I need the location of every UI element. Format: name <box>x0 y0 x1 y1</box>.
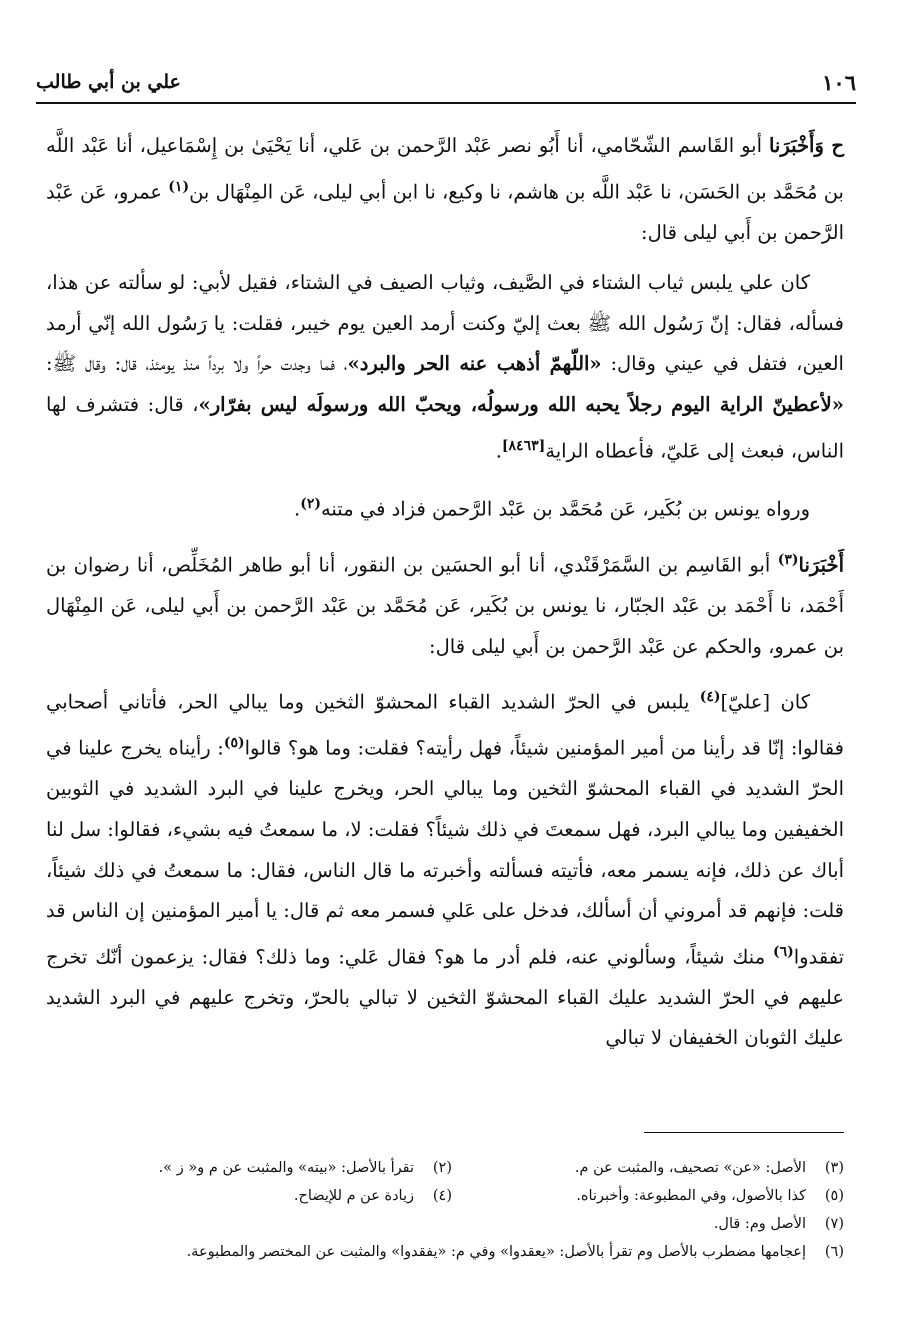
footnote-item <box>452 1182 844 1210</box>
paragraph-text: أبو القَاسِم بن السَّمَرْقَنْدي، أنا أبو الحسَين بن النقور، أنا أبو طاهر المُخَلِّص، أنا رضوان بن أَحْمَد، نا أَحْمَد بن عَبْد الجبّار، نا يونس بن بُكَير، عَن مُحَمَّد بن عَبْد الرَّحمن بن أَبي ليلى، عَن المِنْهَال بن عمرو، والحكم عن عَبْد الرَّحمن بن أَبي ليلى قال: <box>46 553 844 658</box>
footnote-item <box>60 1182 452 1210</box>
footnote-number: (٦) <box>824 1244 844 1260</box>
footnote-text: الأصل: «عن» تصحيف، والمثبت عن م. <box>574 1160 806 1176</box>
paragraph-text: منك شيئاً، وسألوني عنه، فلم أدر ما هو؟ فقال عَلي: وما ذلك؟ فقال: يزعمون أنّك تخرج عليهم في الحرّ الشديد عليك القباء المحشوّ الثخين لا تبالي بالحرّ، وتخرج عليهم في البرد الشديد عليك الثوبان الخفيفان لا تبالي <box>46 945 844 1050</box>
footnote-marker: (٣) <box>777 551 799 568</box>
paragraph-text: ، فما وجدت حراً ولا برداً منذ يومئذ، قال: وقال ﷺ: <box>46 352 348 376</box>
footnote-text: زيادة عن م للإيضاح. <box>293 1188 414 1204</box>
main-text <box>46 126 844 1059</box>
paragraph-text: . <box>495 439 502 463</box>
footnote-number: (٧) <box>824 1216 844 1232</box>
paragraph-text: أبو القَاسم الشّحّامي، أنا أَبُو نصر عَبْد الرَّحمن بن عَلي، أنا يَحْيَىٰ بن إِسْمَاعيل، أنا عَبْد اللَّه بن مُحَمَّد بن الحَسَن، نا عَبْد اللَّه بن هاشم، نا وكيع، نا ابن أبي ليلى، عَن المِنْهَال بن <box>46 134 844 204</box>
paragraph-isnad-1 <box>46 126 844 253</box>
paragraph-text: . <box>293 497 301 521</box>
paragraph-hadith-1 <box>46 263 844 471</box>
paragraph-text: يلبس في الحرّ الشديد القباء المحشوّ الثخين وما يبالي الحر، فأتاني أصحابي فقالوا: إنّا قد رأينا من أمير المؤمنين شيئاً، فهل رأيته؟ فقلت: وما هو؟ قالوا <box>46 690 844 760</box>
footnote-text: الأصل وم: قال. <box>713 1216 806 1232</box>
hadith-reference-number: [٨٤٦٣] <box>501 437 546 454</box>
footnote-marker: (٥) <box>223 735 245 752</box>
paragraph-isnad-2 <box>46 540 844 667</box>
running-title: علي بن أبي طالب <box>36 71 181 93</box>
paragraph-text: عمرو، عَن عَبْد الرَّحمن بن أَبي ليلى قال: <box>46 180 844 244</box>
paragraph-hadith-2 <box>46 677 844 1059</box>
paragraph-text: ورواه يونس بن بُكَير، عَن مُحَمَّد بن عَبْد الرَّحمن فزاد في متنه <box>320 497 810 521</box>
footnote-text: إعجامها مضطرب بالأصل وم تقرأ بالأصل: «يعقدوا» وفي م: «يفقدوا» والمثبت عن المختصر والمطبوعة. <box>186 1244 806 1260</box>
footnote-marker: (٢) <box>300 495 321 512</box>
footnote-marker: (١) <box>168 178 190 195</box>
footnote-item <box>60 1210 844 1238</box>
paragraph-text: كان علي يلبس ثياب الشتاء في الصَّيف، وثياب الصيف في الشتاء، فقيل لأبي: لو سألته عن هذا، فسأله، فقال: إنّ رَسُول الله ﷺ بعث إليّ وكنت أرمد العين يوم خيبر، فقلت: يا رَسُول الله إنّي أرمد العين، فتفل في عيني وقال: <box>46 271 844 376</box>
footnote-item <box>60 1154 452 1182</box>
footnote-item <box>452 1154 844 1182</box>
page-header <box>36 62 856 104</box>
hadith-quote: «لأعطينّ الراية اليوم رجلاً يحبه الله ورسولُه، ويحبّ الله ورسولَه ليس بفرّار» <box>198 393 844 417</box>
paragraph-text: ، قال: فتشرف لها الناس، فبعث إلى عَليّ، فأعطاه الراية <box>46 393 844 463</box>
footnote-number: (٥) <box>824 1188 844 1204</box>
footnotes <box>60 1154 844 1266</box>
paragraph-riwaya-note <box>46 484 844 530</box>
footnote-marker: (٤) <box>699 689 721 706</box>
footnote-separator <box>644 1132 844 1133</box>
footnote-row <box>60 1182 844 1210</box>
footnote-number: (٢) <box>432 1160 452 1176</box>
footnote-item <box>60 1238 844 1266</box>
footnote-number: (٣) <box>824 1160 844 1176</box>
footnote-text: تقرأ بالأصل: «بيته» والمثبت عن م و« ز ». <box>158 1160 414 1176</box>
isnad-lead: ح وَأَخْبَرَنا <box>768 134 844 157</box>
footnote-marker: (٦) <box>772 943 794 960</box>
footnote-number: (٤) <box>432 1188 452 1204</box>
footnote-row <box>60 1154 844 1182</box>
isnad-lead: أَخْبَرَنا <box>798 553 844 577</box>
footnote-text: كذا بالأصول، وفي المطبوعة: وأخبرناه. <box>576 1188 806 1204</box>
paragraph-text: كان [عليّ] <box>720 690 810 714</box>
page-number: ١٠٦ <box>822 69 856 95</box>
paragraph-text: : رأيناه يخرج علينا في الحرّ الشديد في القباء المحشوّ الثخين وما يبالي الحر، ويخرج علينا في البرد الشديد في الثوبين الخفيفين وما يبالي البرد، فهل سمعتَ في ذلك شيئاً؟ فقلت: لا، ما سمعتُ فيه بشيء، فقالوا: سل لنا أباك عن ذلك، فإنه يسمر معه، فأتيته فسألته وأخبرته ما قال الناس، فقال: ما سمعتُ في ذلك شيئاً، قلت: فإنهم قد أمروني أن أسألك، فدخل على عَلي فسمر معه ثم قال: يا أمير المؤمنين إن الناس قد تفقدوا <box>46 736 844 969</box>
hadith-quote: «اللّهمّ أذهب عنه الحر والبرد» <box>347 352 602 376</box>
